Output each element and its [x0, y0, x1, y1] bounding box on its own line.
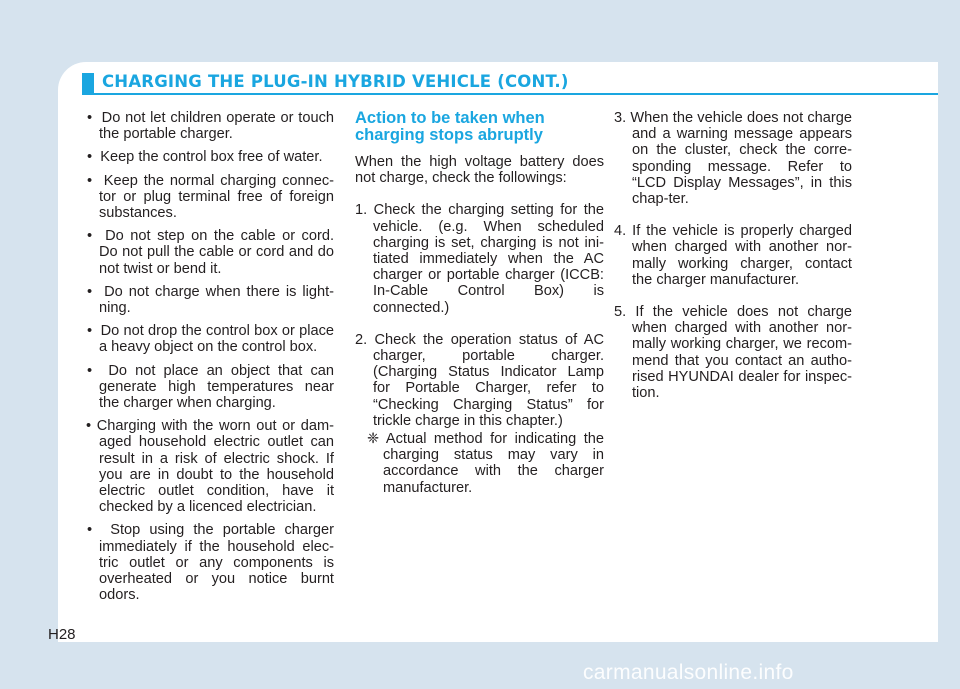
subsection-heading: Action to be taken when charging stops abruptly [355, 109, 545, 144]
title-underline [94, 93, 938, 95]
bullet-item: • Keep the control box free of water. [87, 149, 334, 165]
numbered-step: 1. Check the charging setting for the vehicle. (e.g. When scheduled charging is set, charging is not ini-tiated immediately when the AC charger or portable charger (ICCB: In-Cable Control Box) is connected.) [355, 202, 604, 316]
column-2 [355, 110, 604, 496]
bullet-item: • Stop using the portable charger immediately if the household elec-tric outlet or any components is overheated or you notice burnt odors. [87, 522, 334, 603]
numbered-step: 4. If the vehicle is properly charged when charged with another nor-mally working charger, contact the charger manufacturer. [614, 223, 852, 288]
bullet-item: • Do not step on the cable or cord. Do not pull the cable or cord and do not twist or bend it. [87, 228, 334, 277]
column-1 [87, 110, 334, 610]
title-accent-bar [82, 73, 94, 95]
bullet-item: • Do not place an object that can generate high temperatures near the charger when charging. [87, 363, 334, 412]
watermark: carmanualsonline.info [583, 661, 794, 684]
page-number: H28 [48, 626, 76, 643]
numbered-step: 5. If the vehicle does not charge when charged with another nor-mally working charger, we recom-mend that you contact an autho-rised HYUNDAI dealer for inspec-tion. [614, 304, 852, 402]
bullet-item: • Do not charge when there is light-ning. [87, 284, 334, 316]
numbered-step: 2. Check the operation status of AC charger, portable charger. (Charging Status Indicator Lamp for Portable Charger, refer to “Checking Charging Status” for trickle charge in this chapter.) [355, 331, 604, 429]
bullet-item: • Keep the normal charging connec-tor or plug terminal free of foreign substances. [87, 173, 334, 222]
column-3 [614, 110, 852, 417]
intro-paragraph: When the high voltage battery does not charge, check the followings: [355, 154, 604, 187]
bullet-item: • Do not let children operate or touch the portable charger. [87, 110, 334, 142]
bullet-item: • Do not drop the control box or place a heavy object on the control box. [87, 323, 334, 355]
section-title: CHARGING THE PLUG-IN HYBRID VEHICLE (CONT.) [102, 72, 569, 91]
numbered-step: 3. When the vehicle does not charge and a warning message appears on the cluster, check the corre-sponding message. Refer to “LCD Display Messages”, in this chap-ter. [614, 110, 852, 208]
note-text: ❈ Actual method for indicating the charging status may vary in accordance with the charger manufacturer. [367, 431, 604, 496]
bullet-item: • Charging with the worn out or dam-aged household electric outlet can result in a risk of electric shock. If you are in doubt to the household electric outlet condition, have it checked by a licenced electrician. [86, 418, 334, 515]
